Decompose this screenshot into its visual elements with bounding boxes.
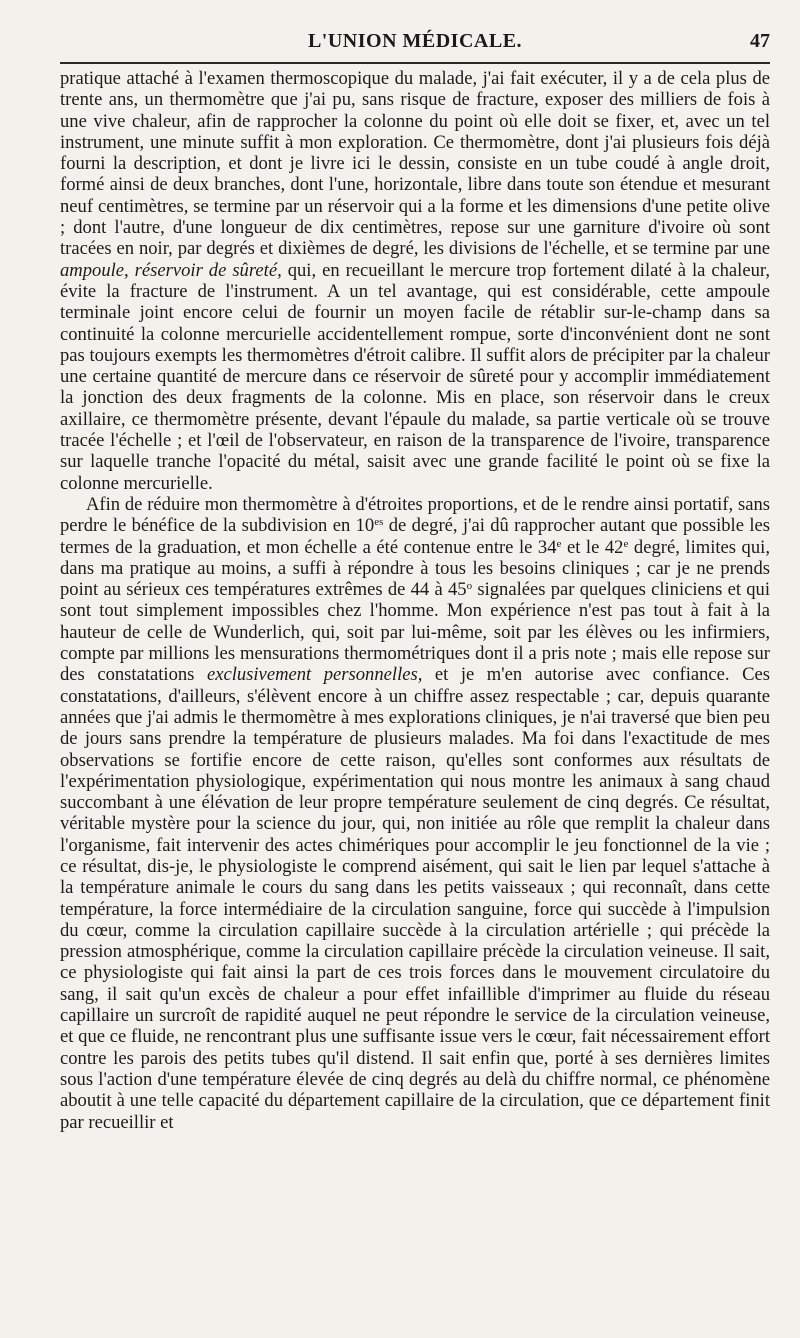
text-run: signalées par quelques cliniciens et qui sont tout simplement impossibles chez l'homme. Mon expérience n'est pas tout à fait à la hauteur de celle de Wunderlich, qui, soit par lui-même, soit par les élèves ou les infirmiers, compte par millions les mensurations thermométriques dont il a pris note ; mais elle repose sur des constatations bbox=[60, 579, 770, 686]
running-title: L'UNION MÉDICALE. bbox=[307, 30, 523, 52]
text-run: de degré, j'ai dû rapprocher autant que possible les termes de la graduation, et mon échelle a été contenue entre le 34 bbox=[60, 515, 770, 558]
text-run: et le 42 bbox=[561, 536, 624, 558]
page-header bbox=[60, 26, 770, 60]
italic-run: ampoule, réservoir de sûreté, bbox=[60, 259, 282, 281]
text-run: qui, en recueillant le mercure trop fortement dilaté à la chaleur, évite la fracture de l'instrument. A un tel avantage, qui est considérable, cette ampoule terminale joint encore celui de fournir un moyen facile de rétablir sur-le-champ dans sa continuité la colonne mercurielle accidentellement rompue, sorte d'inconvénient dont ne sont pas toujours exempts les thermomètres d'étroit calibre. Il suffit alors de précipiter par la chaleur une certaine quantité de mercure dans ce réservoir de sûreté pour y accomplir immédiatement la jonction des deux fragments de la colonne. Mis en place, son réservoir dans le creux axillaire, ce thermomètre présente, devant l'épaule du malade, sa partie verticale où se trouve tracée l'échelle ; et l'œil de l'observateur, en raison de la transparence de l'ivoire, transparence sur laquelle tranche l'opacité du métal, saisit avec une grande facilité le point où se fixe la colonne mercurielle. bbox=[60, 259, 770, 494]
article-body bbox=[60, 68, 770, 1133]
italic-run: exclusivement personnelles, bbox=[206, 664, 423, 686]
header-rule bbox=[60, 62, 770, 64]
superscript: e bbox=[623, 537, 629, 550]
paragraph-1 bbox=[60, 68, 770, 494]
page-number: 47 bbox=[750, 30, 770, 52]
superscript: e bbox=[556, 537, 562, 550]
text-run: degré, limites qui, dans ma pratique au moins, a suffi à répondre à tous les besoins cliniques ; car je ne prends point au sérieux ces températures extrêmes de 44 à 45 bbox=[60, 536, 770, 601]
superscript: es bbox=[374, 516, 384, 529]
text-run: Afin de réduire mon thermomètre à d'étroites proportions, et de le rendre ainsi portatif, sans perdre le bénéfice de la subdivision en 10 bbox=[60, 493, 770, 537]
paragraph-2 bbox=[60, 494, 770, 1133]
text-run: et je m'en autorise avec confiance. Ces constatations, d'ailleurs, s'élèvent encore à un chiffre assez respectable ; car, depuis quarante années que j'ai admis le thermomètre à mes explorations cliniques, je n'ai traversé que bien peu de jours sans prendre la température de plusieurs malades. Ma foi dans l'exactitude de mes observations se fortifie encore de cette raison, qu'elles sont conformes aux résultats de l'expérimentation physiologique, expérimentation qui nous montre les animaux à sang chaud succombant à une élévation de leur propre température seulement de cinq degrés. Ce résultat, véritable mystère pour la science du jour, qui, non initiée au rôle que remplit la chaleur dans l'organisme, fait intervenir des actes chimériques pour accomplir le jeu fonctionnel de la vie ; ce résultat, dis-je, le physiologiste le comprend aisément, qui sait le lien par lequel s'attache à la température animale le cours du sang dans les petits vaisseaux ; qui reconnaît, dans cette température, la force intermédiaire de la circulation sanguine, force qui succède à l'impulsion du cœur, comme la circulation capillaire succède à la circulation artérielle ; qui précède la pression atmosphérique, comme la circulation capillaire précède la circulation veineuse. Il sait, ce physiologiste qui fait ainsi la part de ces trois forces dans le mouvement circulatoire du sang, il sait qu'un excès de chaleur a pour effet infaillible d'imprimer au fluide du réseau capillaire un surcroît de rapidité auquel ne peut répondre le service de la circulation veineuse, et que ce fluide, ne rencontrant plus une suffisante issue vers le cœur, fait nécessairement effort contre les parois des petits tubes qu'il distend. Il sait enfin que, porté à ses dernières limites sous l'action d'une température élevée de cinq degrés au delà du chiffre normal, ce phénomène aboutit à une telle capacité du département capillaire de la circulation, que ce département finit par recueillir et bbox=[60, 664, 770, 1133]
superscript: o bbox=[466, 580, 473, 593]
text-run: pratique attaché à l'examen thermoscopique du malade, j'ai fait exécuter, il y a de cela plus de trente ans, un thermomètre que j'ai pu, sans risque de fracture, exposer des milliers de fois à une vive chaleur, afin de rapprocher la colonne du point où elle doit se fixer, et, avec un tel instrument, une minute suffit à mon exploration. Ce thermomètre, dont j'ai plusieurs fois déjà fourni la description, et dont je livre ici le dessin, consiste en un tube coudé à angle droit, formé ainsi de deux branches, dont l'une, horizontale, libre dans toute son étendue et mesurant neuf centimètres, se termine par un réservoir qui a la forme et les dimensions d'une petite olive ; dont l'autre, d'une longueur de dix centimètres, repose sur une garniture d'ivoire où sont tracées en noir, par degrés et dixièmes de degré, les divisions de l'échelle, et se termine par une bbox=[60, 68, 770, 260]
